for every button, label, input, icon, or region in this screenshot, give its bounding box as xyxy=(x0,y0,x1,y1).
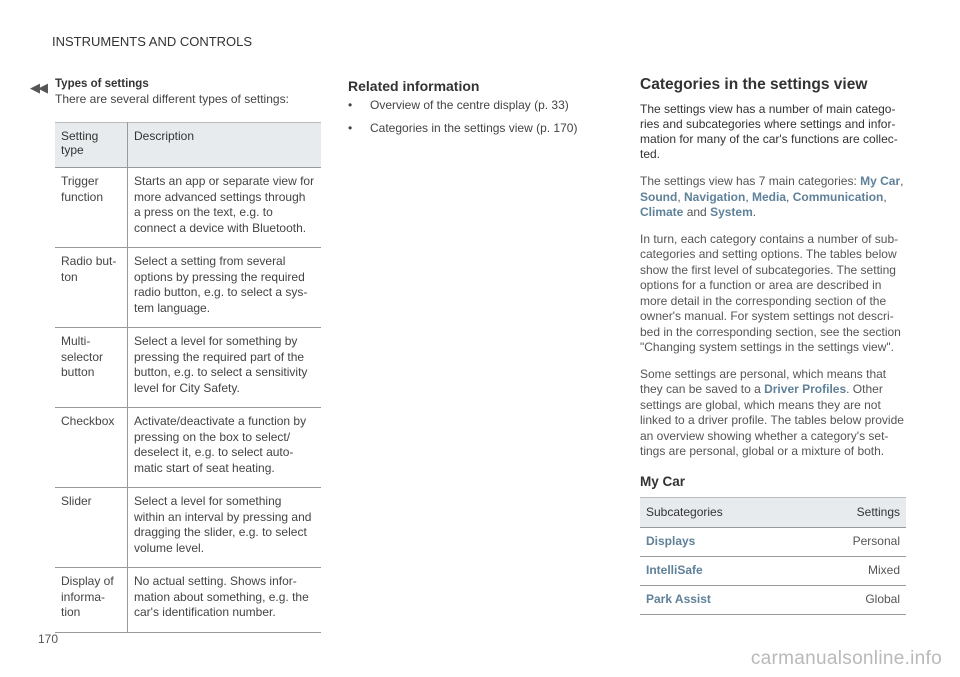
types-of-settings-section xyxy=(55,78,321,633)
description-cell: No actual setting. Shows infor-mation about something, e.g. the car's identification number. xyxy=(128,568,322,633)
continued-marker: ◀◀ xyxy=(30,80,46,95)
subcategory-cell: Park Assist xyxy=(640,585,799,614)
description-cell: Select a level for something by pressing the required part of the button, e.g. to select a sensitivity level for City Safety. xyxy=(128,328,322,408)
settings-cell: Global xyxy=(799,585,906,614)
table-row xyxy=(55,408,321,488)
description-cell: Select a level for something within an interval by pressing and dragging the slider, e.g. to select volume level. xyxy=(128,488,322,568)
driver-profiles-term: Driver Profiles xyxy=(764,382,847,396)
table-row xyxy=(55,488,321,568)
setting-type-cell: Checkbox xyxy=(55,408,128,488)
table-header-row xyxy=(640,497,906,527)
setting-type-cell: Trigger function xyxy=(55,168,128,248)
category-name: Media xyxy=(752,189,787,204)
separator: , xyxy=(786,189,793,204)
description-cell: Select a setting from several options by pressing the required radio button, e.g. to select a sys-tem language. xyxy=(128,248,322,328)
separator: . xyxy=(752,205,757,219)
table-row xyxy=(55,328,321,408)
table-row xyxy=(55,168,321,248)
subcategories-paragraph: In turn, each category contains a number of sub-categories and setting options. The tables below show the first level of subcategories. The setting options for a function or area are described in more detail in the corresponding section of the owner's manual. For system settings not descri-bed in the corresponding section, see the section "Changing system settings in the settings view". xyxy=(640,231,901,354)
category-name: System xyxy=(710,205,753,219)
table-row xyxy=(55,568,321,633)
separator: , xyxy=(677,189,684,204)
mycar-heading: My Car xyxy=(640,473,686,489)
categories-lead: The settings view has a number of main catego-ries and subcategories where settings and infor-mation for many of the car's functions are collec-ted. xyxy=(640,102,898,161)
setting-type-cell: Display of informa-tion xyxy=(55,568,128,633)
table-row xyxy=(55,248,321,328)
table-row xyxy=(640,527,906,556)
table-row xyxy=(640,585,906,614)
setting-type-cell: Slider xyxy=(55,488,128,568)
watermark: carmanualsonline.info xyxy=(750,648,942,669)
section-header: INSTRUMENTS AND CONTROLS xyxy=(52,34,253,49)
subcategory-cell: IntelliSafe xyxy=(640,556,799,585)
column-header: Description xyxy=(128,123,322,168)
table-header-row xyxy=(55,123,321,168)
column-header: Settings xyxy=(799,497,906,527)
setting-type-cell: Multi-selector button xyxy=(55,328,128,408)
column-header: Setting type xyxy=(55,123,128,168)
paragraph-text: Some settings are personal, which means that they can be saved to a xyxy=(640,366,887,396)
description-cell: Activate/deactivate a function by pressing on the box to select/ deselect it, e.g. to select auto-matic start of seat heating. xyxy=(128,408,322,488)
category-name: My Car xyxy=(860,174,901,188)
category-name: Communication xyxy=(792,189,884,204)
settings-cell: Mixed xyxy=(799,556,906,585)
category-name: Sound xyxy=(640,189,678,204)
categories-heading: Categories in the settings view xyxy=(640,76,868,93)
setting-type-cell: Radio but-ton xyxy=(55,248,128,328)
category-name: Climate xyxy=(640,205,684,219)
subcategory-cell: Displays xyxy=(640,527,799,556)
types-intro: There are several different types of settings: xyxy=(55,92,289,106)
column-header: Subcategories xyxy=(640,497,799,527)
related-information-section xyxy=(348,78,598,144)
related-list xyxy=(348,98,598,135)
settings-types-table xyxy=(55,122,321,633)
separator: and xyxy=(683,205,711,219)
page-number: 170 xyxy=(38,632,59,646)
mycar-table xyxy=(640,497,906,615)
category-name: Navigation xyxy=(684,189,746,204)
paragraph-text: The settings view has 7 main categories: xyxy=(640,174,861,188)
related-heading: Related information xyxy=(348,78,480,94)
paragraph-text: . Other settings are global, which means they are not linked to a driver profile. The tables below provide an overview showing whether a category's set-tings are personal, global or a mixture of both. xyxy=(640,382,904,458)
related-link-centre-display[interactable]: • Overview of the centre display (p. 33) xyxy=(348,98,598,112)
categories-section xyxy=(640,76,906,615)
personal-global-paragraph xyxy=(640,367,906,460)
separator: , xyxy=(900,174,904,188)
description-cell: Starts an app or separate view for more advanced settings through a press on the text, e.g. to connect a device with Bluetooth. xyxy=(128,168,322,248)
table-row xyxy=(640,556,906,585)
settings-cell: Personal xyxy=(799,527,906,556)
separator: , xyxy=(745,189,753,204)
separator: , xyxy=(883,189,887,204)
types-heading: Types of settings xyxy=(55,78,149,90)
related-link-categories[interactable]: • Categories in the settings view (p. 170) xyxy=(348,121,598,135)
categories-list-paragraph xyxy=(640,174,906,221)
